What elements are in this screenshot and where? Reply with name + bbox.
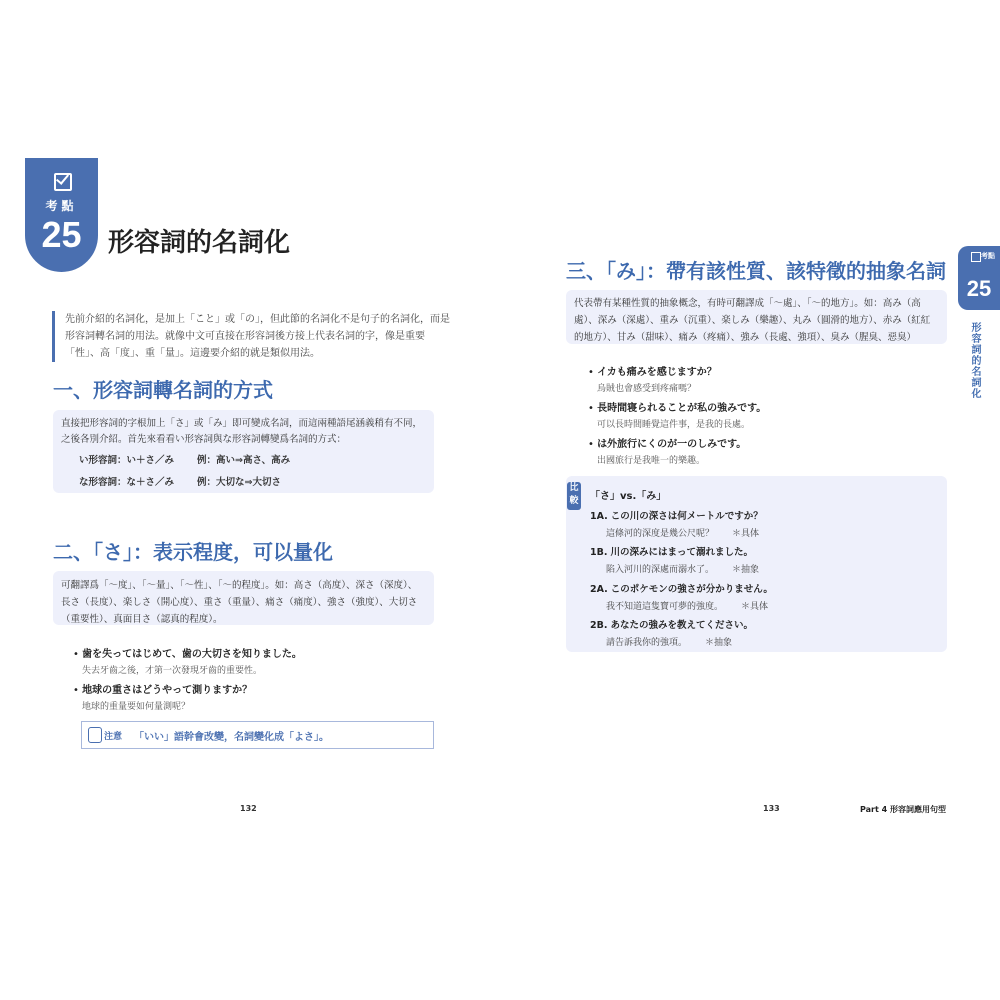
section2-desc: 可翻譯爲「～度」、「～量」、「～性」、「～的程度」。如：高さ（高度）、深さ（深度）、長さ（長度）、楽しさ（開心度）、重さ（重量）、痛さ（痛度）、強さ（強度）、大切さ（重要性）、真面目さ（認真的程度）。 [53,571,434,625]
compare-jp: 川の深みにはまって溺れました。 [610,547,754,558]
example-item: • 歯を失ってはじめて、歯の大切さを知りました。 失去牙齒之後，才第一次發現牙齒的重要性。 [73,649,302,676]
badge-label: 考點 [45,199,78,213]
example-zh: 失去牙齒之後，才第一次發現牙齒的重要性。 [82,666,263,676]
compare-item [590,617,753,648]
compare-zh: 請告訴我你的強項。 [606,638,688,648]
example-zh: 可以長時間睡覺這件事，是我的長處。 [597,420,751,430]
intro-paragraph: 先前介紹的名詞化，是加上「こと」或「の」，但此節的名詞化不是句子的名詞化，而是形容詞轉名詞的用法。就像中文可直接在形容詞後方接上代表名詞的字，像是重要「性」、高「度」、重「量」。這邊要介紹的就是類似用法。 [52,311,450,362]
compare-id: 1B. [590,547,608,558]
section1-desc: 直接把形容詞的字根加上「さ」或「み」即可變成名詞，而這兩種語尾涵義稍有不同，之後各別介紹。首先來看看い形容詞與な形容詞轉變爲名詞的方式： [61,418,423,445]
compare-jp: あなたの強みを教えてください。 [610,620,754,631]
compare-tab: 比較 [567,482,581,510]
rule-i-example: 例：高い⇒高さ、高み [197,455,291,466]
example-zh: 地球的重量要如何量測呢？ [82,702,191,712]
example-jp: 長時間寝られることが私の強みです。 [597,403,767,414]
example-zh: 出國旅行是我唯一的樂趣。 [597,456,706,466]
compare-title: 「さ」vs.「み」 [590,491,667,502]
compare-zh: 陷入河川的深處而溺水了。 [606,565,715,575]
compare-item [590,544,759,575]
side-vertical-title: 形容詞的名詞化 [969,322,980,399]
example-item: • 地球の重さはどうやって測りますか？ 地球的重量要如何量測呢？ [73,685,253,712]
checkbox-icon [54,173,72,191]
example-item: • 長時間寝られることが私の強みです。 可以長時間睡覺這件事，是我的長處。 [588,403,767,430]
page-title: 形容詞的名詞化 [108,228,291,258]
compare-id: 2B. [590,620,608,631]
rule-na-example: 例：大切な⇒大切さ [197,477,281,488]
example-item: • は外旅行にくのが一のしみです。 出國旅行是我唯一的樂趣。 [588,439,747,466]
side-badge-number: 25 [966,276,992,301]
note-text: 「いい」語幹會改變，名詞變化成「よさ」。 [134,732,329,743]
side-badge-label: 考點 [981,252,995,260]
running-footer: Part 4 形容詞應用句型 [860,805,946,814]
rule-na-adjective: な形容詞：な＋さ／み [79,477,175,488]
example-jp: 地球の重さはどうやって測りますか？ [82,685,253,696]
topic-badge [25,158,98,272]
note-label: 注意 [104,732,123,742]
compare-jp: この川の深さは何メートルですか？ [610,511,763,522]
section1-heading: 一、形容詞轉名詞的方式 [53,378,273,402]
note-box [81,721,434,749]
compare-tag: ＊抽象 [732,565,760,575]
compare-tag: ＊抽象 [705,638,733,648]
page-number-left: 132 [240,804,257,813]
compare-id: 1A. [590,511,608,522]
compare-zh: 我不知道這隻寶可夢的強度。 [606,602,724,612]
section3-desc: 代表帶有某種性質的抽象概念，有時可翻譯成「～處」、「～的地方」。如：高み（高處）、深み（深處）、重み（沉重）、楽しみ（樂趣）、丸み（圓滑的地方）、赤み（紅紅的地方）、甘み（甜味）、痛み（疼痛）、強み（長處、強項）、臭み（腥臭、惡臭） [566,290,947,344]
checkbox-icon [971,252,981,262]
rule-i-adjective: い形容詞：い＋さ／み [79,455,175,466]
example-item: • イカも痛みを感じますか？ 烏賊也會感受到疼痛嗎？ [588,367,717,394]
side-topic-badge [958,246,1000,310]
section2-heading: 二、「さ」：表示程度，可以量化 [53,540,333,564]
badge-number: 25 [41,214,82,255]
example-jp: 歯を失ってはじめて、歯の大切さを知りました。 [82,649,302,660]
page-number-right: 133 [763,804,780,813]
compare-tag: ＊具体 [741,602,769,612]
compare-item [590,508,763,539]
compare-item [590,581,773,612]
compare-id: 2A. [590,584,608,595]
section3-heading: 三、「み」：帶有該性質、該特徵的抽象名詞 [566,259,946,283]
example-jp: は外旅行にくのが一のしみです。 [597,439,747,450]
compare-zh: 這條河的深度是幾公尺呢？ [606,529,715,539]
section1-box [53,410,434,493]
compare-tag: ＊具体 [732,529,760,539]
example-jp: イカも痛みを感じますか？ [597,367,717,378]
compare-jp: このポケモンの強さが分かりません。 [610,584,773,595]
example-zh: 烏賊也會感受到疼痛嗎？ [597,384,697,394]
pointing-hand-icon [88,727,102,743]
